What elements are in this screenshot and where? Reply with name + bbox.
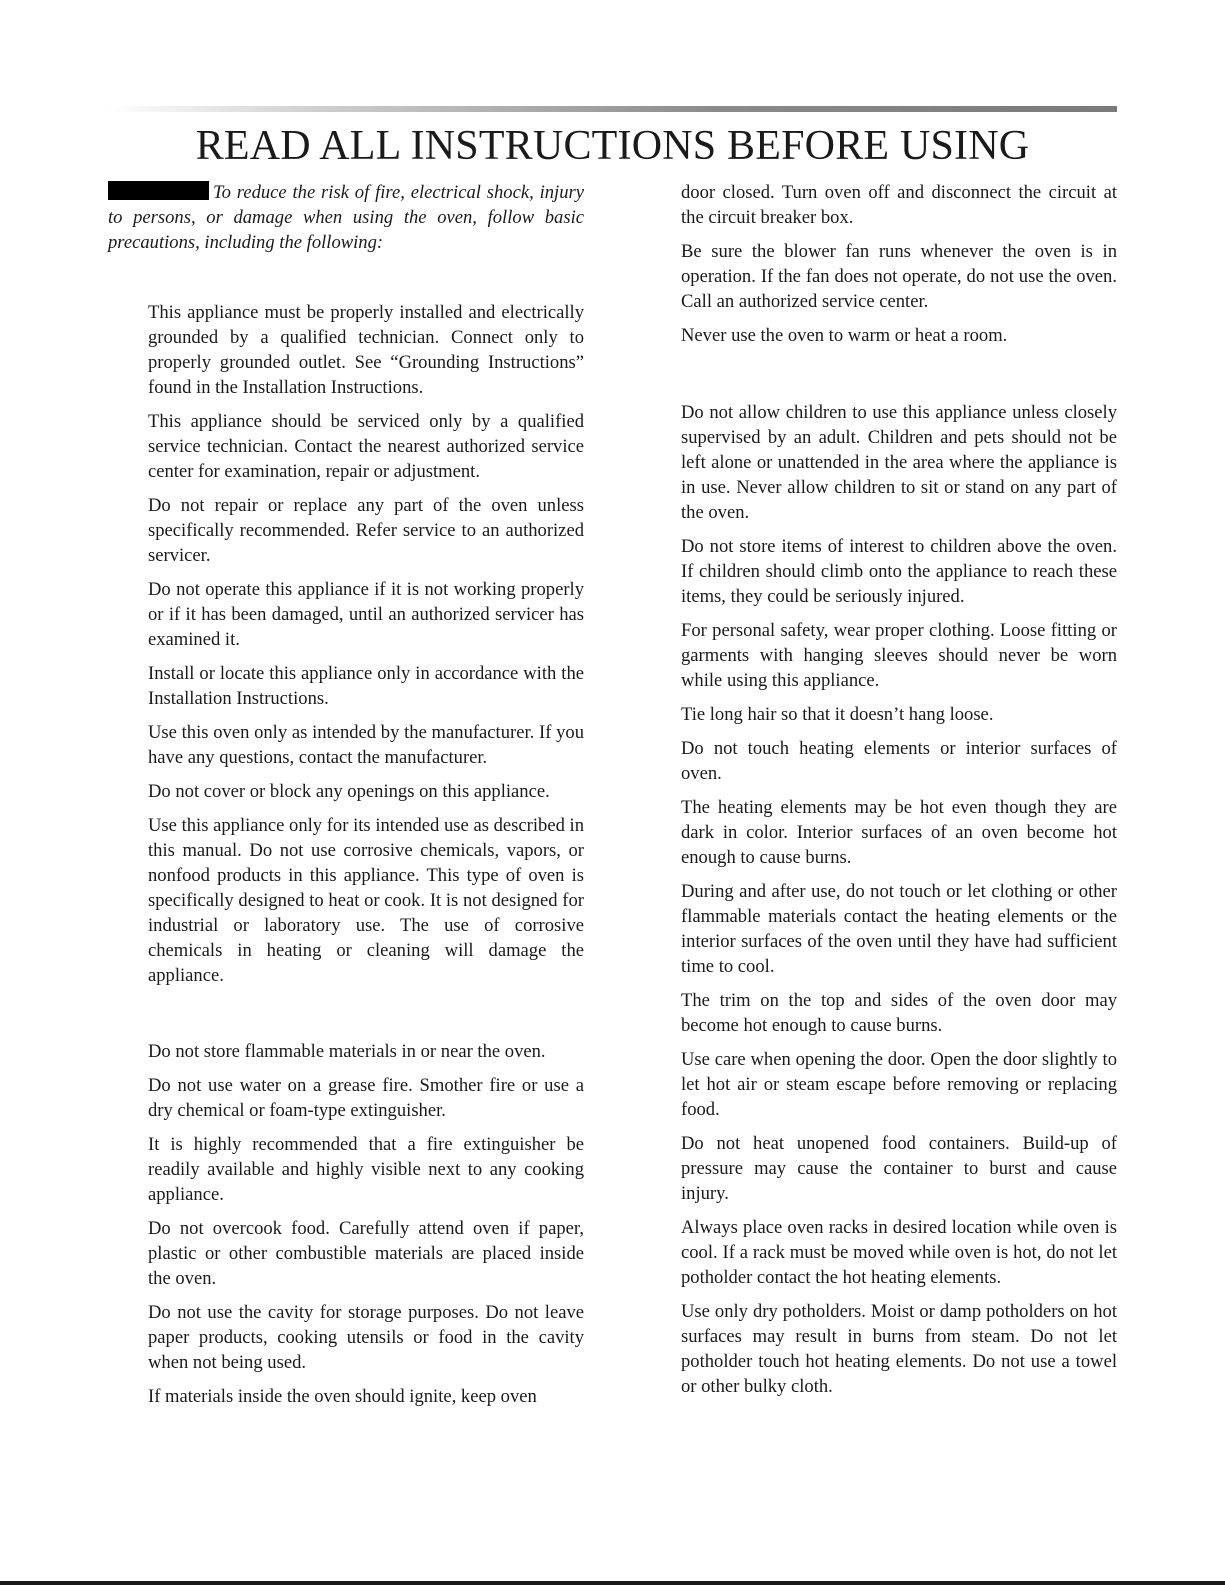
- safety-item: Tie long hair so that it doesn’t hang loose.: [681, 704, 994, 725]
- safety-item: The heating elements may be hot even though they are dark in color. Interior surfaces of an oven become hot enough to cause burns.: [681, 797, 1117, 868]
- safety-item: For personal safety, wear proper clothing. Loose fitting or garments with hanging sleeves should never be worn while using this appliance.: [681, 620, 1117, 691]
- safety-item: Never use the oven to warm or heat a room.: [681, 325, 1008, 346]
- safety-list-right-1: [681, 180, 1117, 348]
- safety-item: Do not use the cavity for storage purposes. Do not leave paper products, cooking utensils or food in the cavity when not being used.: [148, 1302, 584, 1373]
- safety-item: Do not repair or replace any part of the oven unless specifically recommended. Refer service to an authorized servicer.: [148, 495, 584, 566]
- safety-list-left-2: [108, 1039, 584, 1409]
- safety-item: Use this oven only as intended by the manufacturer. If you have any questions, contact the manufacturer.: [148, 722, 584, 768]
- safety-list-left-1: [108, 300, 584, 988]
- safety-item: It is highly recommended that a fire extinguisher be readily available and highly visible next to any cooking appliance.: [148, 1134, 584, 1205]
- safety-item: This appliance should be serviced only by a qualified service technician. Contact the nearest authorized service center for examination, repair or adjustment.: [148, 411, 584, 482]
- safety-item: Do not operate this appliance if it is not working properly or if it has been damaged, until an authorized servicer has examined it.: [148, 579, 584, 650]
- intro-paragraph: [108, 180, 584, 255]
- safety-item: Do not overcook food. Carefully attend oven if paper, plastic or other combustible materials are placed inside the oven.: [148, 1218, 584, 1289]
- footer-rule: [0, 1581, 1225, 1585]
- safety-item: door closed. Turn oven off and disconnect the circuit at the circuit breaker box.: [681, 182, 1117, 228]
- safety-item: Do not heat unopened food containers. Build-up of pressure may cause the container to burst and cause injury.: [681, 1133, 1117, 1204]
- safety-item: Use only dry potholders. Moist or damp potholders on hot surfaces may result in burns from steam. Do not let potholder touch hot heating elements. Do not use a towel or other bulky cloth.: [681, 1301, 1117, 1397]
- safety-item: Be sure the blower fan runs whenever the oven is in operation. If the fan does not operate, do not use the oven. Call an authorized service center.: [681, 241, 1117, 312]
- safety-item: Do not touch heating elements or interior surfaces of oven.: [681, 738, 1117, 784]
- safety-item: Always place oven racks in desired location while oven is cool. If a rack must be moved while oven is hot, do not let potholder contact the hot heating elements.: [681, 1217, 1117, 1288]
- safety-item: If materials inside the oven should ignite, keep oven: [148, 1386, 537, 1407]
- safety-item: Use this appliance only for its intended use as described in this manual. Do not use corrosive chemicals, vapors, or nonfood products in this appliance. This type of oven is specifically designed to heat or cook. It is not designed for industrial or laboratory use. The use of corrosive chemicals in heating or cleaning will damage the appliance.: [148, 815, 584, 986]
- warning-label-block: [108, 181, 209, 200]
- safety-item: Do not use water on a grease fire. Smother fire or use a dry chemical or foam-type extinguisher.: [148, 1075, 584, 1121]
- safety-item: Install or locate this appliance only in accordance with the Installation Instructions.: [148, 663, 584, 709]
- safety-item: Do not store flammable materials in or near the oven.: [148, 1041, 546, 1062]
- safety-item: Do not cover or block any openings on this appliance.: [148, 781, 550, 802]
- safety-item: This appliance must be properly installed and electrically grounded by a qualified technician. Connect only to properly grounded outlet. See “Grounding Instructions” found in the Installation Instructions.: [148, 302, 584, 398]
- safety-item: Do not allow children to use this appliance unless closely supervised by an adult. Children and pets should not be left alone or unattended in the area where the appliance is in use. Never allow children to sit or stand on any part of the oven.: [681, 402, 1117, 523]
- header-rule: [108, 106, 1117, 112]
- page-title: READ ALL INSTRUCTIONS BEFORE USING: [195, 123, 1030, 169]
- left-column: [108, 180, 584, 1418]
- right-column: [681, 180, 1117, 1408]
- safety-item: The trim on the top and sides of the oven door may become hot enough to cause burns.: [681, 990, 1117, 1036]
- intro-text: To reduce the risk of fire, electrical shock, injury to persons, or damage when using the oven, follow basic precautions, including the following:: [108, 182, 584, 253]
- safety-item: During and after use, do not touch or let clothing or other flammable materials contact the heating elements or the interior surfaces of the oven until they have had sufficient time to cool.: [681, 881, 1117, 977]
- safety-list-right-2: [681, 400, 1117, 1399]
- safety-item: Do not store items of interest to children above the oven. If children should climb onto the appliance to reach these items, they could be seriously injured.: [681, 536, 1117, 607]
- safety-item: Use care when opening the door. Open the door slightly to let hot air or steam escape before removing or replacing food.: [681, 1049, 1117, 1120]
